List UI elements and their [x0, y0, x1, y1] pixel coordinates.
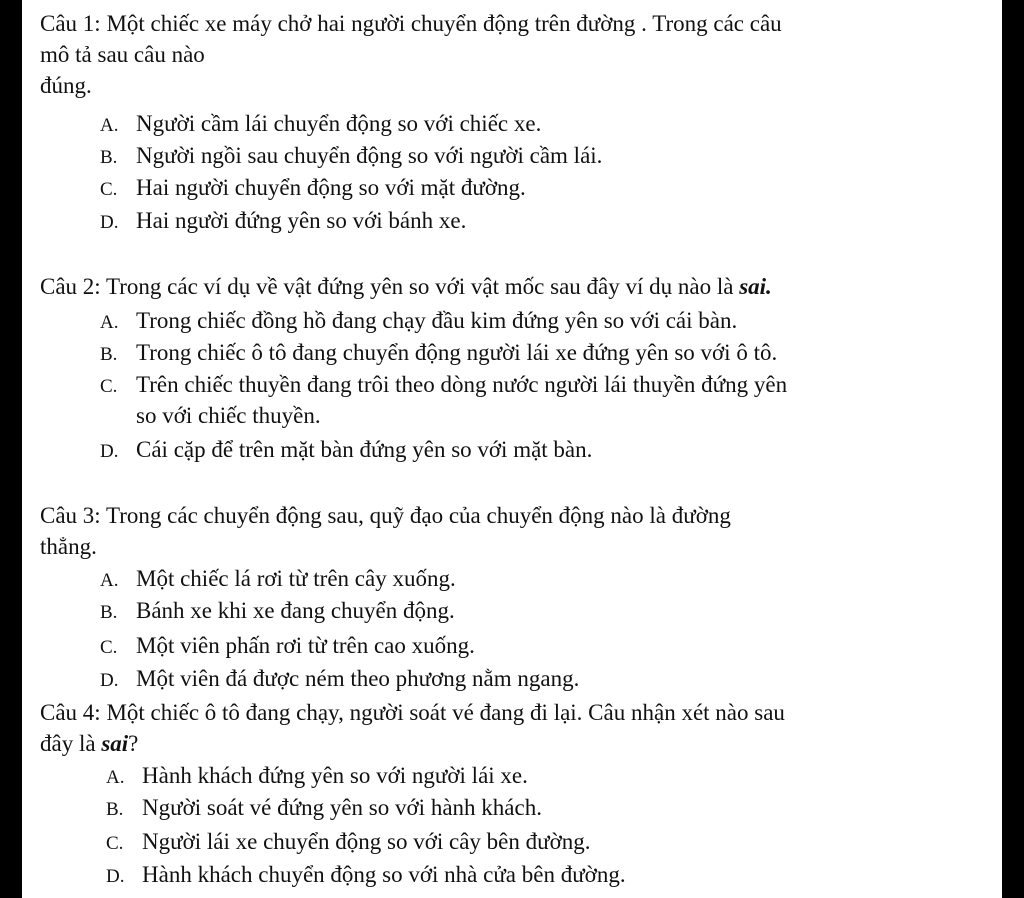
question-4 — [40, 697, 990, 759]
question-2-stem — [40, 271, 990, 302]
question-3-option-c — [100, 630, 475, 663]
question-1-stem-line-1: Câu 1: Một chiếc xe máy chở hai người chuyển động trên đường . Trong các câu — [40, 11, 782, 36]
question-2-option-a — [100, 305, 737, 338]
option-letter: B. — [100, 344, 118, 365]
option-text: Hai người chuyển động so với mặt đường. — [136, 175, 526, 200]
question-4-emphasis: sai — [101, 731, 129, 756]
question-4-option-c — [106, 826, 591, 859]
option-text: Trong chiếc đồng hồ đang chạy đầu kim đứng yên so với cái bàn. — [136, 308, 738, 333]
document-page — [22, 0, 1002, 898]
option-letter: C. — [100, 179, 118, 200]
option-text: Một chiếc lá rơi từ trên cây xuống. — [136, 566, 456, 591]
question-1 — [40, 8, 990, 101]
question-3-option-a — [100, 563, 456, 596]
option-letter: B. — [100, 147, 118, 168]
question-4-option-a — [106, 760, 528, 793]
option-text: Một viên phấn rơi từ trên cao xuống. — [136, 633, 475, 658]
option-letter: D. — [106, 866, 125, 887]
question-2-option-c-continuation: so với chiếc thuyền. — [136, 403, 321, 428]
option-letter: C. — [100, 376, 118, 397]
option-letter: D. — [100, 670, 119, 691]
option-letter: A. — [106, 767, 125, 788]
option-text: Cái cặp để trên mặt bàn đứng yên so với mặt bàn. — [136, 437, 593, 462]
option-text: Trên chiếc thuyền đang trôi theo dòng nước người lái thuyền đứng yên — [136, 372, 788, 397]
question-4-stem-line-2 — [40, 728, 990, 759]
option-letter: C. — [106, 833, 124, 854]
question-3-stem-line-2: thẳng. — [40, 534, 97, 559]
question-1-option-b — [100, 140, 602, 173]
question-4-stem-line-1: Câu 4: Một chiếc ô tô đang chạy, người soát vé đang đi lại. Câu nhận xét nào sau — [40, 700, 785, 725]
question-2-option-c — [100, 369, 787, 402]
option-text: Hành khách đứng yên so với người lái xe. — [142, 763, 528, 788]
option-letter: A. — [100, 570, 119, 591]
question-2-option-d — [100, 434, 592, 467]
question-4-option-b — [106, 792, 542, 825]
option-letter: A. — [100, 115, 119, 136]
question-3 — [40, 500, 990, 562]
option-text: Người cầm lái chuyển động so với chiếc xe. — [136, 111, 542, 136]
option-text: Bánh xe khi xe đang chuyển động. — [136, 598, 455, 623]
option-text: Người ngồi sau chuyển động so với người cầm lái. — [136, 143, 603, 168]
option-letter: D. — [100, 441, 119, 462]
option-text: Hai người đứng yên so với bánh xe. — [136, 208, 467, 233]
option-letter: B. — [106, 799, 124, 820]
option-text: Một viên đá được ném theo phương nằm ngang. — [136, 666, 580, 691]
question-3-stem-line-1: Câu 3: Trong các chuyển động sau, quỹ đạo của chuyển động nào là đường — [40, 503, 731, 528]
option-text: Trong chiếc ô tô đang chuyển động người lái xe đứng yên so với ô tô. — [136, 340, 778, 365]
option-text: Hành khách chuyển động so với nhà cửa bên đường. — [142, 862, 626, 887]
question-1-option-a — [100, 108, 541, 141]
option-text: Người lái xe chuyển động so với cây bên đường. — [142, 829, 591, 854]
question-2-emphasis: sai. — [739, 274, 772, 299]
question-2 — [40, 271, 990, 302]
question-1-option-c — [100, 172, 526, 205]
question-2-option-b — [100, 337, 777, 370]
question-4-option-d — [106, 859, 626, 892]
option-letter: D. — [100, 212, 119, 233]
question-1-stem-line-2: mô tả sau câu nào — [40, 42, 205, 67]
question-4-stem-line-2-text: đây là — [40, 731, 102, 756]
question-4-stem-line-2-suffix: ? — [128, 731, 139, 756]
question-2-stem-text: Câu 2: Trong các ví dụ về vật đứng yên so với vật mốc sau đây ví dụ nào là — [40, 274, 740, 299]
option-letter: B. — [100, 602, 118, 623]
question-3-option-d — [100, 663, 579, 696]
question-3-option-b — [100, 595, 455, 628]
option-letter: C. — [100, 637, 118, 658]
question-1-option-d — [100, 205, 466, 238]
option-letter: A. — [100, 312, 119, 333]
option-text: Người soát vé đứng yên so với hành khách. — [142, 795, 542, 820]
question-1-stem-line-3: đúng. — [40, 73, 92, 98]
